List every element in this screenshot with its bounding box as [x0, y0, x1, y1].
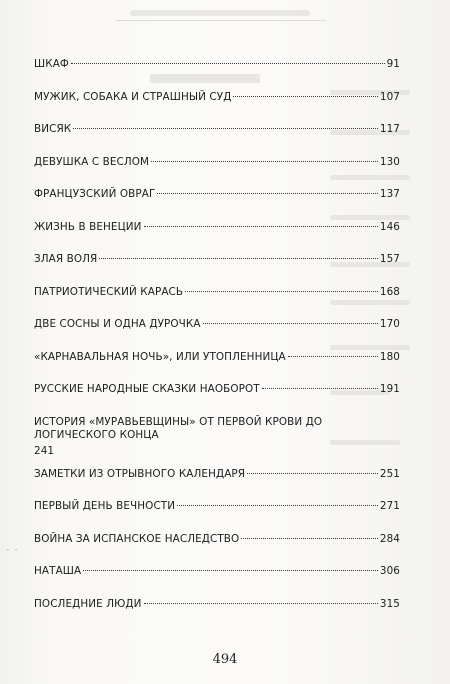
toc-entry[interactable] [34, 416, 400, 468]
toc-entry[interactable] [34, 286, 400, 319]
toc-entry-title: ВОЙНА ЗА ИСПАНСКОЕ НАСЛЕДСТВО [34, 532, 240, 545]
toc-entry[interactable] [34, 351, 400, 384]
dot-leader [151, 161, 378, 162]
dot-leader [83, 570, 378, 571]
toc-entry-title: ЖИЗНЬ В ВЕНЕЦИИ [34, 220, 142, 233]
toc-entry[interactable] [34, 533, 400, 566]
dot-leader [203, 323, 378, 324]
toc-entry-title: ПАТРИОТИЧЕСКИЙ КАРАСЬ [34, 285, 184, 298]
toc-entry-page: 191 [379, 383, 400, 395]
toc-entry-title: ДВЕ СОСНЫ И ОДНА ДУРОЧКА [34, 318, 201, 330]
toc-entry[interactable] [34, 123, 400, 156]
toc-entry-title: ЗАМЕТКИ ИЗ ОТРЫВНОГО КАЛЕНДАРЯ [34, 467, 246, 480]
dot-leader [144, 603, 378, 604]
toc-entry-page: 315 [379, 597, 400, 610]
toc-entry-title: ШКАФ [34, 58, 69, 70]
toc-entry-page: 130 [379, 155, 400, 168]
toc-entry[interactable] [34, 58, 400, 91]
toc-entry[interactable] [34, 468, 400, 501]
toc-entry-page: 91 [386, 58, 400, 70]
toc-entry-title: ЗЛАЯ ВОЛЯ [34, 253, 98, 265]
toc-entry-title: ФРАНЦУЗСКИЙ ОВРАГ [34, 188, 156, 200]
dot-leader [288, 356, 378, 357]
toc-entry[interactable] [34, 253, 400, 286]
toc-entry-page: 180 [379, 350, 400, 363]
margin-mark: - - [6, 545, 19, 555]
page-number: 494 [212, 652, 238, 667]
dot-leader [233, 96, 377, 97]
toc-entry[interactable] [34, 318, 400, 351]
bleed-through-rule [116, 20, 326, 21]
dot-leader [177, 505, 378, 506]
toc-entry-page: 157 [379, 253, 400, 265]
toc-entry-page: 284 [379, 532, 400, 545]
toc-entry[interactable] [34, 156, 400, 189]
dot-leader [262, 388, 378, 389]
dot-leader [241, 538, 378, 539]
toc-entry-title: ПОСЛЕДНИЕ ЛЮДИ [34, 597, 142, 610]
toc-entry-page: 251 [379, 467, 400, 480]
toc-entry-title: НАТАША [34, 565, 82, 577]
toc-entry-title: «КАРНАВАЛЬНАЯ НОЧЬ», ИЛИ УТОПЛЕННИЦА [34, 350, 286, 363]
dot-leader [144, 226, 378, 227]
dot-leader [247, 473, 378, 474]
toc-entry-title: ПЕРВЫЙ ДЕНЬ ВЕЧНОСТИ [34, 500, 176, 512]
toc-entry-title: РУССКИЕ НАРОДНЫЕ СКАЗКИ НАОБОРОТ [34, 383, 260, 395]
toc-entry-page: 306 [379, 565, 400, 577]
toc-entry[interactable] [34, 188, 400, 221]
toc-entry-page: 137 [379, 188, 400, 200]
toc-entry-title: ВИСЯК [34, 123, 72, 135]
toc-entry-page: 271 [379, 500, 400, 512]
toc-entry[interactable] [34, 565, 400, 598]
dot-leader [185, 291, 378, 292]
toc-entry[interactable] [34, 598, 400, 631]
toc-entry[interactable] [34, 500, 400, 533]
toc-entry-title: МУЖИК, СОБАКА И СТРАШНЫЙ СУД [34, 90, 232, 103]
toc-entry-page: 170 [379, 318, 400, 330]
toc-entry-page: 241 [34, 444, 55, 457]
dot-leader [71, 63, 385, 64]
dot-leader [157, 193, 377, 194]
toc-entry-page: 146 [379, 220, 400, 233]
toc-entry[interactable] [34, 383, 400, 416]
toc-entry-title: ДЕВУШКА С ВЕСЛОМ [34, 155, 150, 168]
toc-entry[interactable] [34, 91, 400, 124]
toc-entry-page: 168 [379, 285, 400, 298]
toc-entry-page: 117 [379, 123, 400, 135]
dot-leader [99, 258, 378, 259]
bleed-through-header [130, 10, 310, 16]
toc-entry-title: ИСТОРИЯ «МУРАВЬЕВЩИНЫ» ОТ ПЕРВОЙ КРОВИ ДО ЛОГИЧЕСКОГО КОНЦА [34, 415, 323, 441]
toc-entry-page: 107 [379, 90, 400, 103]
dot-leader [73, 128, 378, 129]
table-of-contents [34, 58, 400, 630]
toc-entry[interactable] [34, 221, 400, 254]
